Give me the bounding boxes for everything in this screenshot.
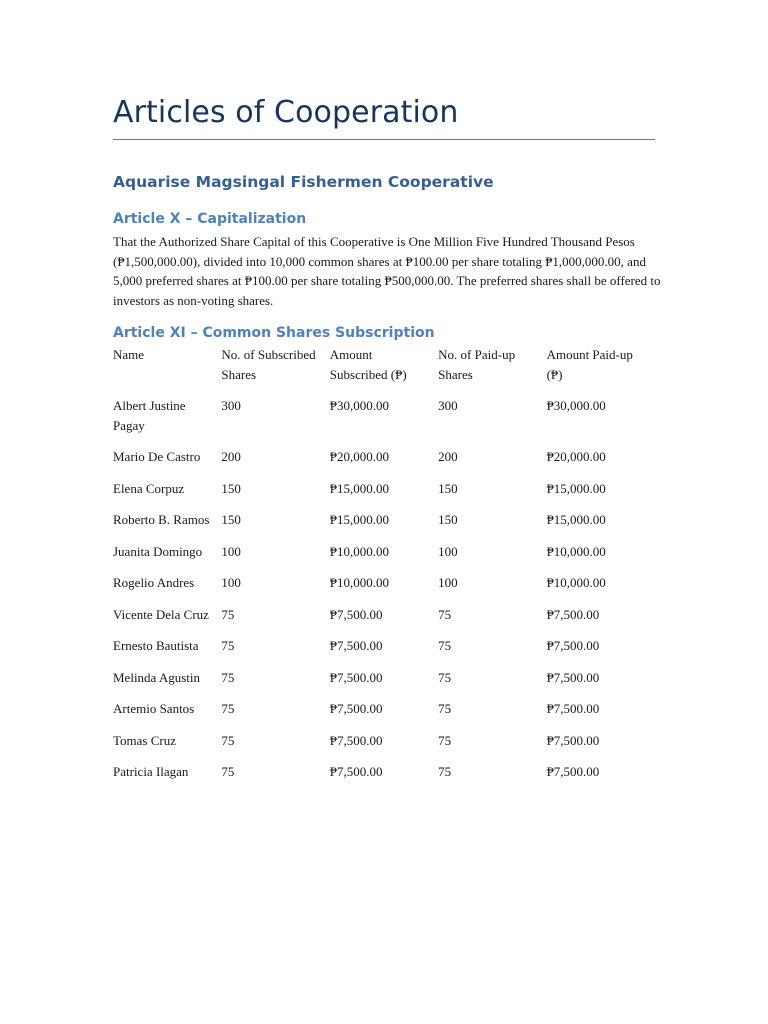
subscribed-shares-cell: 200 [221, 449, 241, 464]
table-row [113, 542, 655, 574]
amount-subscribed-cell: ₱10,000.00 [329, 543, 390, 559]
subscribed-shares-cell: 100 [221, 575, 241, 590]
subscription-table [113, 345, 655, 794]
subscribed-shares-cell: 300 [221, 398, 241, 413]
column-header-amount-subscribed: Amount Subscribed (₱) [329, 347, 407, 382]
paid-up-shares-cell: 75 [438, 732, 452, 748]
table-row [113, 699, 655, 731]
member-name-cell: Artemio Santos [113, 701, 195, 716]
paid-up-shares-cell: 100 [438, 575, 458, 590]
subscribed-shares-cell: 150 [221, 480, 241, 496]
subscribed-shares-cell: 100 [221, 543, 241, 559]
subscribed-shares-cell: 75 [221, 701, 235, 716]
paid-up-shares-cell: 75 [438, 638, 452, 653]
subscribed-shares-cell: 75 [221, 764, 235, 779]
member-name-cell: Elena Corpuz [113, 480, 185, 496]
paid-up-shares-cell: 75 [438, 764, 452, 779]
paid-up-shares-cell: 200 [438, 449, 458, 464]
cooperative-name: Aquarise Magsingal Fishermen Cooperative [113, 173, 494, 191]
amount-paid-up-cell: ₱7,500.00 [546, 638, 600, 653]
table-row [113, 636, 655, 668]
member-name-cell: Roberto B. Ramos [113, 512, 210, 527]
member-name-cell: Patricia Ilagan [113, 764, 189, 779]
amount-paid-up-cell: ₱10,000.00 [546, 543, 606, 559]
member-name-cell: Vicente Dela Cruz [113, 606, 209, 622]
column-header-subscribed-shares: No. of Subscribed Shares [221, 347, 316, 382]
amount-subscribed-cell: ₱10,000.00 [329, 575, 390, 590]
member-name-cell: Rogelio Andres [113, 575, 195, 590]
amount-paid-up-cell: ₱15,000.00 [546, 512, 606, 527]
amount-subscribed-cell: ₱7,500.00 [329, 606, 383, 622]
subscribed-shares-cell: 75 [221, 638, 235, 653]
column-header-paid-up-shares: No. of Paid-up Shares [438, 347, 516, 382]
amount-subscribed-cell: ₱30,000.00 [329, 398, 390, 413]
amount-paid-up-cell: ₱7,500.00 [546, 764, 600, 779]
table-row [113, 479, 655, 511]
amount-subscribed-cell: ₱20,000.00 [329, 449, 390, 464]
subscribed-shares-cell: 75 [221, 732, 235, 748]
table-header-row [113, 345, 655, 396]
capitalization-paragraph: That the Authorized Share Capital of this Cooperative is One Million Five Hundred Thousand Pesos (₱1,500,000.00), divided into 10,000 common shares at ₱100.00 per share totaling ₱1,000,000.00, and 5,000 preferred shares at ₱100.00 per share totaling ₱500,000.00. The preferred shares shall be offered to investors as non-voting shares. [113, 234, 661, 308]
amount-paid-up-cell: ₱15,000.00 [546, 480, 606, 496]
table-row [113, 447, 655, 479]
amount-subscribed-cell: ₱7,500.00 [329, 638, 383, 653]
table-row [113, 510, 655, 542]
member-name-cell: Ernesto Bautista [113, 638, 199, 653]
amount-subscribed-cell: ₱7,500.00 [329, 732, 383, 748]
member-name-cell: Mario De Castro [113, 449, 201, 464]
table-row [113, 605, 655, 637]
amount-subscribed-cell: ₱15,000.00 [329, 512, 390, 527]
member-name-cell: Melinda Agustin [113, 669, 201, 685]
paid-up-shares-cell: 100 [438, 543, 458, 559]
amount-paid-up-cell: ₱7,500.00 [546, 669, 600, 685]
amount-paid-up-cell: ₱7,500.00 [546, 606, 600, 622]
table-row [113, 731, 655, 763]
subscribed-shares-cell: 75 [221, 669, 235, 685]
member-name-cell: Albert Justine Pagay [113, 398, 186, 433]
title-divider [113, 139, 655, 140]
table-row [113, 762, 655, 794]
paid-up-shares-cell: 75 [438, 606, 452, 622]
column-header-amount-paid-up: Amount Paid-up (₱) [546, 347, 633, 382]
amount-paid-up-cell: ₱30,000.00 [546, 398, 606, 413]
subscribed-shares-cell: 150 [221, 512, 241, 527]
paid-up-shares-cell: 75 [438, 701, 452, 716]
paid-up-shares-cell: 300 [438, 398, 458, 413]
document-title: Articles of Cooperation [113, 95, 459, 130]
member-name-cell: Juanita Domingo [113, 543, 203, 559]
paid-up-shares-cell: 75 [438, 669, 452, 685]
amount-paid-up-cell: ₱10,000.00 [546, 575, 606, 590]
subscribed-shares-cell: 75 [221, 606, 235, 622]
article-xi-heading: Article XI – Common Shares Subscription [113, 325, 435, 341]
amount-paid-up-cell: ₱7,500.00 [546, 732, 600, 748]
table-body [113, 396, 655, 794]
table-row [113, 668, 655, 700]
article-x-heading: Article X – Capitalization [113, 211, 307, 227]
paid-up-shares-cell: 150 [438, 480, 458, 496]
column-header-name: Name [113, 347, 145, 362]
amount-subscribed-cell: ₱7,500.00 [329, 764, 383, 779]
member-name-cell: Tomas Cruz [113, 732, 176, 748]
table-row [113, 396, 655, 447]
paid-up-shares-cell: 150 [438, 512, 458, 527]
amount-paid-up-cell: ₱7,500.00 [546, 701, 600, 716]
amount-subscribed-cell: ₱7,500.00 [329, 701, 383, 716]
amount-subscribed-cell: ₱7,500.00 [329, 669, 383, 685]
amount-subscribed-cell: ₱15,000.00 [329, 480, 390, 496]
table-row [113, 573, 655, 605]
amount-paid-up-cell: ₱20,000.00 [546, 449, 606, 464]
